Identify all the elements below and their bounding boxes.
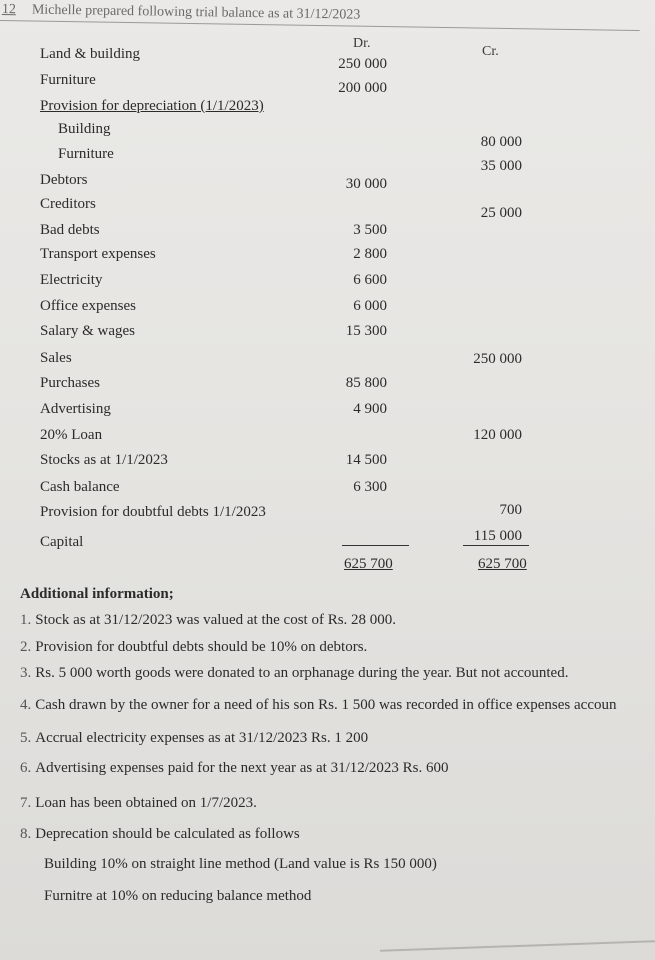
account-name: Debtors <box>40 172 88 188</box>
trial-balance-row <box>0 222 655 244</box>
account-name: Capital <box>40 534 84 550</box>
note-6: 6. Advertising expenses paid for the next year as at 31/12/2023 Rs. 600 <box>20 760 449 776</box>
account-name: Bad debts <box>40 222 100 238</box>
trial-balance-row <box>0 246 655 268</box>
sub-note-furniture: Furnitre at 10% on reducing balance method <box>44 888 312 904</box>
question-header <box>0 2 640 31</box>
trial-balance-row <box>0 46 655 72</box>
note-2: 2. Provision for doubtful debts should be 10% on debtors. <box>20 639 368 655</box>
note-7: 7. Loan has been obtained on 1/7/2023. <box>20 795 257 811</box>
trial-balance-row <box>0 98 655 120</box>
trial-balance-row <box>0 121 655 150</box>
question-number: 12 <box>1 2 16 18</box>
credit-column-heading: Cr. <box>482 44 499 59</box>
trial-balance-row <box>0 401 655 423</box>
note-4: 4. Cash drawn by the owner for a need of his son Rs. 1 500 was recorded in office expenses accoun <box>20 697 617 713</box>
account-name: Stocks as at 1/1/2023 <box>40 452 168 468</box>
account-name: Office expenses <box>40 298 136 314</box>
question-title: Michelle prepared following trial balance as at 31/12/2023 <box>31 2 361 23</box>
account-name: Salary & wages <box>40 323 135 339</box>
account-name: Provision for depreciation (1/1/2023) <box>40 98 264 114</box>
trial-balance-row <box>0 350 655 372</box>
credit-amount: 120 000 <box>473 427 522 443</box>
credit-amount: 35 000 <box>480 158 522 174</box>
sub-note-building: Building 10% on straight line method (Land value is Rs 150 000) <box>44 856 437 872</box>
note-5: 5. Accrual electricity expenses as at 31/12/2023 Rs. 1 200 <box>20 730 369 746</box>
trial-balance-row <box>0 528 655 556</box>
trial-balance-row <box>0 272 655 294</box>
account-name: Provision for doubtful debts 1/1/2023 <box>40 504 266 520</box>
debit-total-rule <box>342 545 409 546</box>
additional-information-heading: Additional information; <box>20 586 174 602</box>
credit-amount: 700 <box>499 502 522 518</box>
trial-balance-row <box>0 427 655 449</box>
debit-amount: 6 600 <box>353 272 387 288</box>
trial-balance-row <box>0 196 655 221</box>
credit-amount: 115 000 <box>473 528 522 544</box>
note-8: 8. Deprecation should be calculated as follows <box>20 826 300 842</box>
credit-total: 625 700 <box>478 556 527 572</box>
page-edge-line <box>380 940 655 952</box>
account-name: Land & building <box>40 46 140 62</box>
trial-balance-row <box>0 504 655 526</box>
note-1: 1. Stock as at 31/12/2023 was valued at the cost of Rs. 28 000. <box>20 612 397 628</box>
trial-balance-row <box>0 479 655 501</box>
trial-balance-row <box>0 323 655 345</box>
credit-amount: 25 000 <box>480 205 522 221</box>
debit-amount: 2 800 <box>353 246 387 262</box>
trial-balance-row <box>0 72 655 94</box>
account-name: Building <box>58 121 111 137</box>
debit-amount: 6 000 <box>353 298 387 314</box>
debit-amount: 6 300 <box>353 479 387 495</box>
trial-balance-row <box>0 298 655 320</box>
account-name: Cash balance <box>40 479 120 495</box>
debit-amount: 250 000 <box>338 56 387 72</box>
account-name: Transport expenses <box>40 246 156 262</box>
account-name: Furniture <box>40 72 96 88</box>
debit-total: 625 700 <box>344 556 393 572</box>
trial-balance-row <box>0 452 655 474</box>
account-name: Electricity <box>40 272 103 288</box>
credit-amount: 250 000 <box>473 351 522 367</box>
debit-amount: 4 900 <box>353 401 387 417</box>
debit-amount: 15 300 <box>345 323 387 339</box>
credit-amount: 80 000 <box>480 134 522 150</box>
account-name: Sales <box>40 350 72 366</box>
trial-balance-row <box>0 375 655 397</box>
account-name: Furniture <box>58 146 114 162</box>
debit-amount: 3 500 <box>353 222 387 238</box>
account-name: Creditors <box>40 196 96 212</box>
debit-amount: 30 000 <box>345 176 387 192</box>
debit-column-heading: Dr. <box>353 36 371 51</box>
debit-amount: 85 800 <box>345 375 387 391</box>
account-name: 20% Loan <box>40 427 103 443</box>
trial-balance-row <box>0 146 655 174</box>
note-3: 3. Rs. 5 000 worth goods were donated to an orphanage during the year. But not accounted. <box>20 665 569 681</box>
debit-amount: 200 000 <box>338 80 387 96</box>
trial-balance-row <box>0 172 655 194</box>
account-name: Advertising <box>40 401 111 417</box>
credit-total-rule <box>463 545 529 546</box>
debit-amount: 14 500 <box>345 452 387 468</box>
account-name: Purchases <box>40 375 100 391</box>
